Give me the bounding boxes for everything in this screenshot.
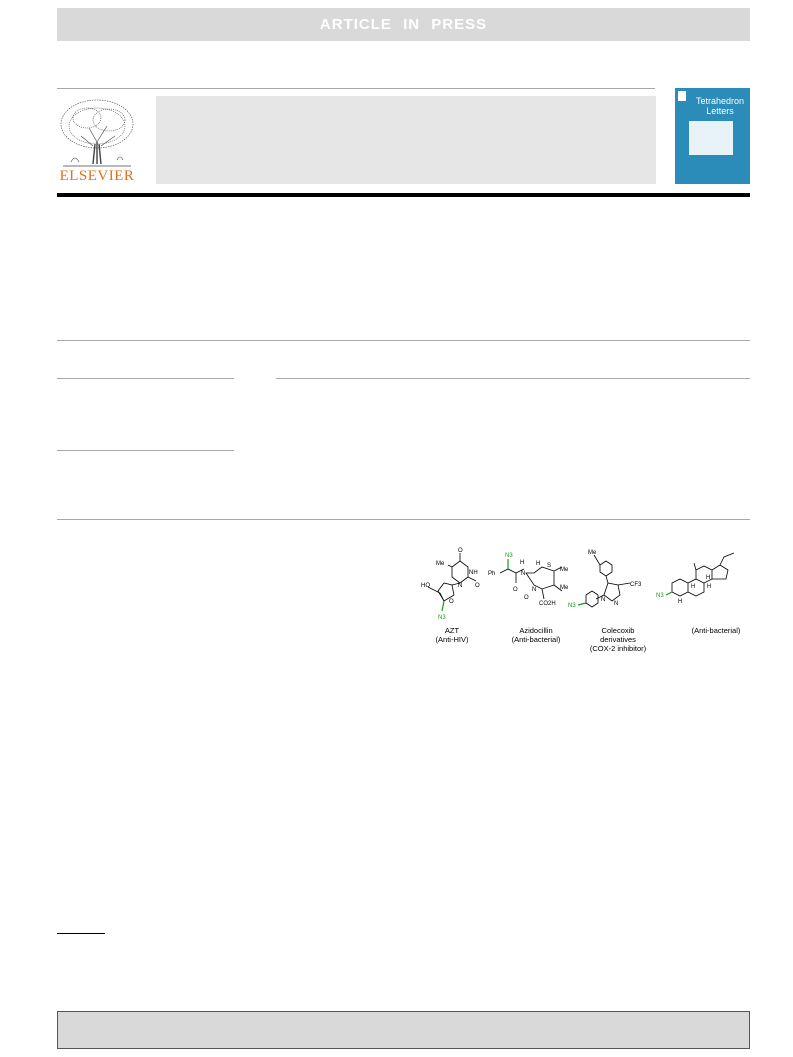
azt-name: AZT bbox=[444, 626, 460, 635]
azidocillin-atom-me1: Me bbox=[560, 567, 569, 573]
cover-title-line1: Tetrahedron bbox=[695, 96, 745, 106]
azidocillin-atom-o-amide: O bbox=[513, 587, 518, 593]
colecoxib-name: Colecoxib bbox=[601, 626, 635, 635]
azide-compounds-figure bbox=[408, 545, 760, 657]
azt-atom-o-ring: O bbox=[449, 599, 454, 605]
azidocillin-atom-me2: Me bbox=[560, 585, 569, 591]
cover-logo-mark bbox=[678, 91, 686, 101]
colecoxib-atom-n1: N bbox=[601, 597, 606, 603]
colecoxib-atom-n3: N3 bbox=[568, 603, 576, 609]
azt-atom-o-top: O bbox=[458, 548, 463, 554]
steroid-atom-h4: H bbox=[678, 599, 683, 605]
azt-atom-nh: NH bbox=[469, 570, 478, 576]
azt-atom-n3: N3 bbox=[438, 615, 446, 621]
colecoxib-name-line2: derivatives bbox=[600, 635, 636, 644]
azidocillin-atom-co2h: CO2H bbox=[539, 601, 556, 607]
steroid-atom-n3: N3 bbox=[656, 593, 664, 599]
masthead-panel bbox=[156, 96, 656, 184]
colecoxib-atom-me: Me bbox=[588, 550, 597, 556]
cover-title-line2: Letters bbox=[706, 106, 734, 116]
masthead-thick-rule bbox=[57, 193, 750, 197]
steroid-atom-h3: H bbox=[707, 584, 712, 590]
journal-cover-thumbnail bbox=[675, 88, 750, 184]
header-rule bbox=[57, 88, 655, 89]
steroid-structure bbox=[656, 553, 734, 605]
azidocillin-atom-ph: Ph bbox=[488, 571, 496, 577]
azt-atom-me: Me bbox=[436, 561, 445, 567]
azidocillin-atom-n-ring: N bbox=[532, 587, 537, 593]
abstract-rule bbox=[276, 378, 750, 379]
journal-cover-title bbox=[691, 96, 749, 116]
azidocillin-atom-h-nh: H bbox=[520, 560, 525, 566]
steroid-atom-h2: H bbox=[691, 584, 696, 590]
azidocillin-atom-n-amide: N bbox=[521, 571, 526, 577]
azidocillin-structure bbox=[488, 553, 569, 607]
publisher-wordmark: ELSEVIER bbox=[59, 168, 135, 184]
banner-text: ARTICLE IN PRESS bbox=[319, 16, 488, 33]
colecoxib-atom-n2: N bbox=[614, 601, 619, 607]
steroid-atom-h1: H bbox=[706, 575, 711, 581]
azt-atom-n: N bbox=[458, 583, 463, 589]
footnote-rule bbox=[57, 933, 105, 934]
azidocillin-atom-o-ring: O bbox=[524, 595, 529, 601]
cover-graphic bbox=[689, 121, 733, 155]
colecoxib-structure bbox=[568, 550, 642, 609]
azidocillin-activity: (Anti-bacterial) bbox=[511, 635, 561, 644]
colecoxib-activity: (COX-2 inhibitor) bbox=[589, 644, 647, 653]
azt-atom-o-right: O bbox=[475, 583, 480, 589]
azidocillin-atom-n3: N3 bbox=[505, 553, 513, 559]
citation-footer-box bbox=[57, 1011, 750, 1049]
body-rule bbox=[57, 519, 750, 520]
article-info-rule bbox=[57, 378, 234, 379]
azt-structure bbox=[421, 548, 480, 621]
azidocillin-atom-s: S bbox=[547, 563, 552, 569]
azidocillin-atom-h: H bbox=[536, 561, 541, 567]
azt-activity: (Anti-HIV) bbox=[435, 635, 469, 644]
colecoxib-atom-cf3: CF3 bbox=[630, 582, 642, 588]
azidocillin-name: Azidocillin bbox=[519, 626, 553, 635]
keywords-rule bbox=[57, 450, 234, 451]
article-status-banner bbox=[57, 8, 750, 41]
azt-atom-ho: HO bbox=[421, 583, 430, 589]
steroid-activity: (Anti-bacterial) bbox=[691, 626, 741, 635]
title-block-rule bbox=[57, 340, 750, 341]
